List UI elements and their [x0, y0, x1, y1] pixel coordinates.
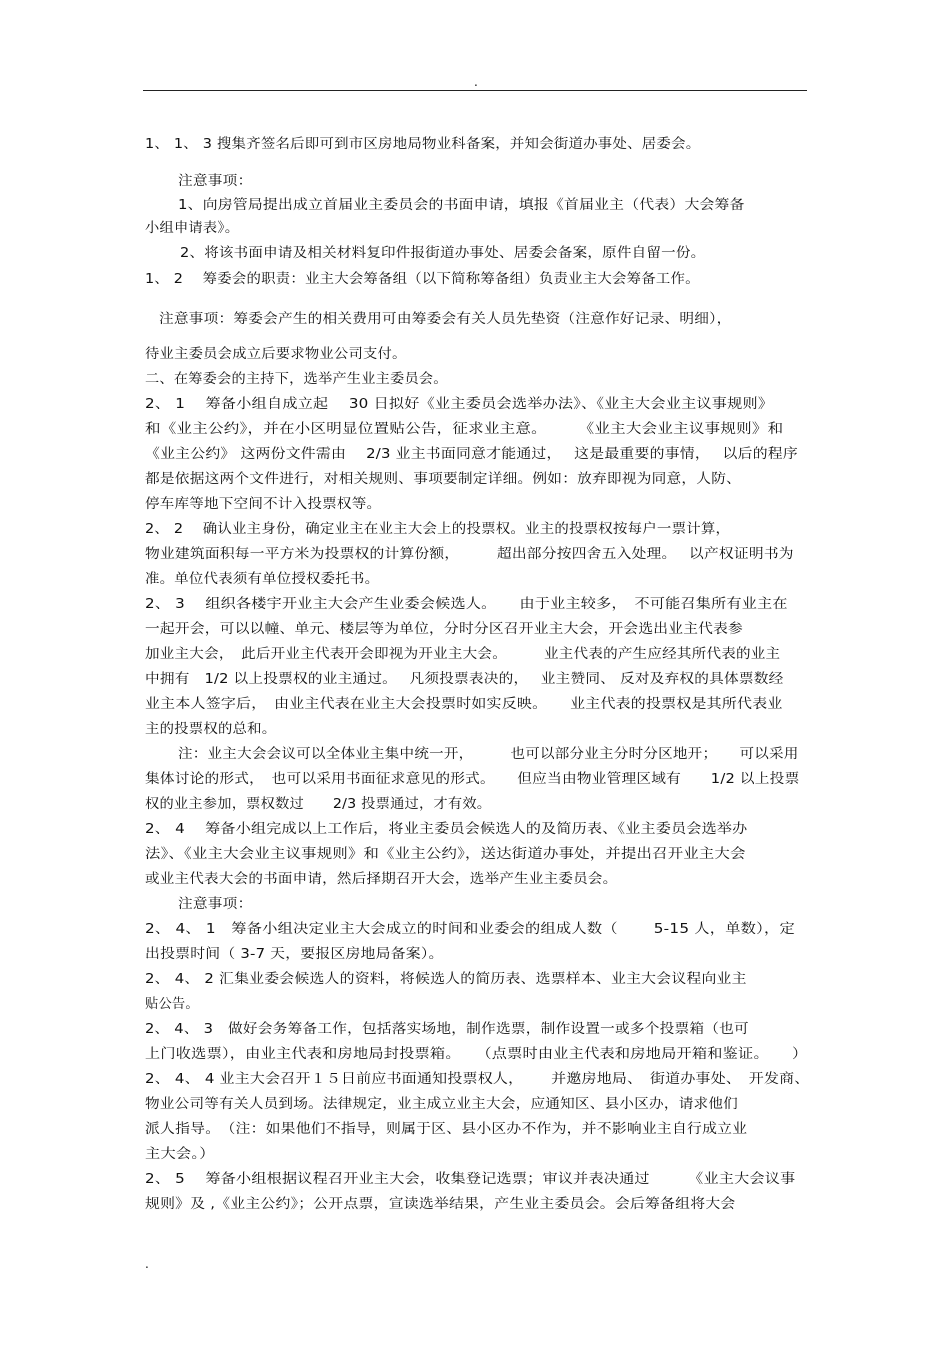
text-line: 2、将该书面申请及相关材料复印件报街道办事处、居委会备案，原件自留一份。 — [180, 245, 706, 261]
text-line: 《业主公约》 这两份文件需由 2/3 业主书面同意才能通过， 这是最重要的事情， 以后的程序 — [145, 446, 798, 462]
footer-dot: . — [145, 1257, 149, 1271]
text-line: 中拥有 1/2 以上投票权的业主通过。 凡须投票表决的， 业主赞同、 反对及弃权的具体票数经 — [145, 671, 784, 687]
text-line: 主大会。） — [145, 1146, 215, 1162]
text-line: 1、 2 筹委会的职责：业主大会筹备组（以下简称筹备组）负责业主大会筹备工作。 — [145, 271, 700, 287]
text-line: 注：业主大会会议可以全体业主集中统一开， 也可以部分业主分时分区地开； 可以采用 — [178, 746, 799, 762]
text-line: 和《业主公约》，并在小区明显位置贴公告，征求业主意。 《业主大会业主议事规则》和 — [145, 421, 784, 437]
text-line: 主的投票权的总和。 — [145, 721, 277, 737]
text-line: 加业主大会， 此后开业主代表开会即视为开业主大会。 业主代表的产生应经其所代表的业主 — [145, 646, 781, 662]
text-line: 2、 5 筹备小组根据议程召开业主大会，收集登记选票；审议并表决通过 《业主大会议事 — [145, 1171, 796, 1187]
text-line: 集体讨论的形式， 也可以采用书面征求意见的形式。 但应当由物业管理区域有 1/2 以上投票 — [145, 771, 800, 787]
text-line: 1、向房管局提出成立首届业主委员会的书面申请，填报《首届业主（代表）大会筹备 — [178, 197, 745, 213]
text-line: 二、在筹委会的主持下，选举产生业主委员会。 — [145, 371, 448, 387]
text-line: 派人指导。 （注：如果他们不指导，则属于区、县小区办不作为，并不影响业主自行成立业 — [145, 1121, 748, 1137]
text-line: 2、 4 筹备小组完成以上工作后，将业主委员会候选人的及简历表、《业主委员会选举办 — [145, 821, 748, 837]
text-line: 规则》及 ,《业主公约》；公开点票，宣读选举结果，产生业主委员会。会后筹备组将大会 — [145, 1196, 736, 1212]
text-line: 上门收选票），由业主代表和房地局封投票箱。 （点票时由业主代表和房地局开箱和鉴证。 ） — [145, 1046, 808, 1062]
text-line: 2、 4、 3 做好会务筹备工作，包括落实场地，制作选票，制作设置一或多个投票箱（也可 — [145, 1021, 749, 1037]
text-line: 注意事项： — [178, 173, 253, 189]
text-line: 注意事项：筹委会产生的相关费用可由筹委会有关人员先垫资（注意作好记录、明细）， — [159, 311, 732, 327]
text-line: 1、 1、 3 搜集齐签名后即可到市区房地局物业科备案，并知会街道办事处、居委会。 — [145, 136, 701, 152]
text-line: 或业主代表大会的书面申请，然后择期召开大会，选举产生业主委员会。 — [145, 871, 618, 887]
header-dot: . — [474, 75, 478, 89]
text-line: 停车库等地下空间不计入投票权等。 — [145, 496, 382, 512]
text-line: 准。单位代表须有单位授权委托书。 — [145, 571, 380, 587]
header-rule — [143, 90, 807, 91]
text-line: 2、 4、 1 筹备小组决定业主大会成立的时间和业委会的组成人数（ 5-15 人，单数），定 — [145, 921, 795, 937]
text-line: 业主本人签字后， 由业主代表在业主大会投票时如实反映。 业主代表的投票权是其所代表业 — [145, 696, 783, 712]
text-line: 2、 2 确认业主身份，确定业主在业主大会上的投票权。业主的投票权按每户一票计算， — [145, 521, 731, 537]
text-line: 2、 4、 2 汇集业委会候选人的资料，将候选人的简历表、选票样本、业主大会议程向业主 — [145, 971, 747, 987]
text-line: 出投票时间（ 3-7 天，要报区房地局备案）。 — [145, 946, 444, 962]
text-line: 2、 3 组织各楼宇开业主大会产生业委会候选人。 由于业主较多， 不可能召集所有业主在 — [145, 596, 788, 612]
text-line: 一起开会，可以以幢、单元、楼层等为单位，分时分区召开业主大会，开会选出业主代表参 — [145, 621, 743, 637]
text-line: 法》、《业主大会业主议事规则》和《业主公约》，送达街道办事处，并提出召开业主大会 — [145, 846, 746, 862]
text-line: 待业主委员会成立后要求物业公司支付。 — [145, 346, 407, 362]
text-line: 物业公司等有关人员到场。法律规定，业主成立业主大会，应通知区、县小区办，请求他们 — [145, 1096, 738, 1112]
text-line: 都是依据这两个文件进行，对相关规则、事项要制定详细。例如：放弃即视为同意，人防、 — [145, 471, 741, 487]
text-line: 注意事项： — [178, 896, 253, 912]
text-line: 贴公告。 — [145, 996, 199, 1012]
text-line: 物业建筑面积每一平方米为投票权的计算份额， 超出部分按四舍五入处理。 以产权证明书为 — [145, 546, 794, 562]
text-line: 2、 1 筹备小组自成立起 30 日拟好《业主委员会选举办法》、《业主大会业主议事规则》 — [145, 396, 774, 412]
text-line: 权的业主参加，票权数过 2/3 投票通过，才有效。 — [145, 796, 492, 812]
text-line: 小组申请表》。 — [145, 220, 240, 236]
text-line: 2、 4、 4 业主大会召开１５日前应书面通知投票权人， 并邀房地局、 街道办事处、 开发商、 — [145, 1071, 810, 1087]
